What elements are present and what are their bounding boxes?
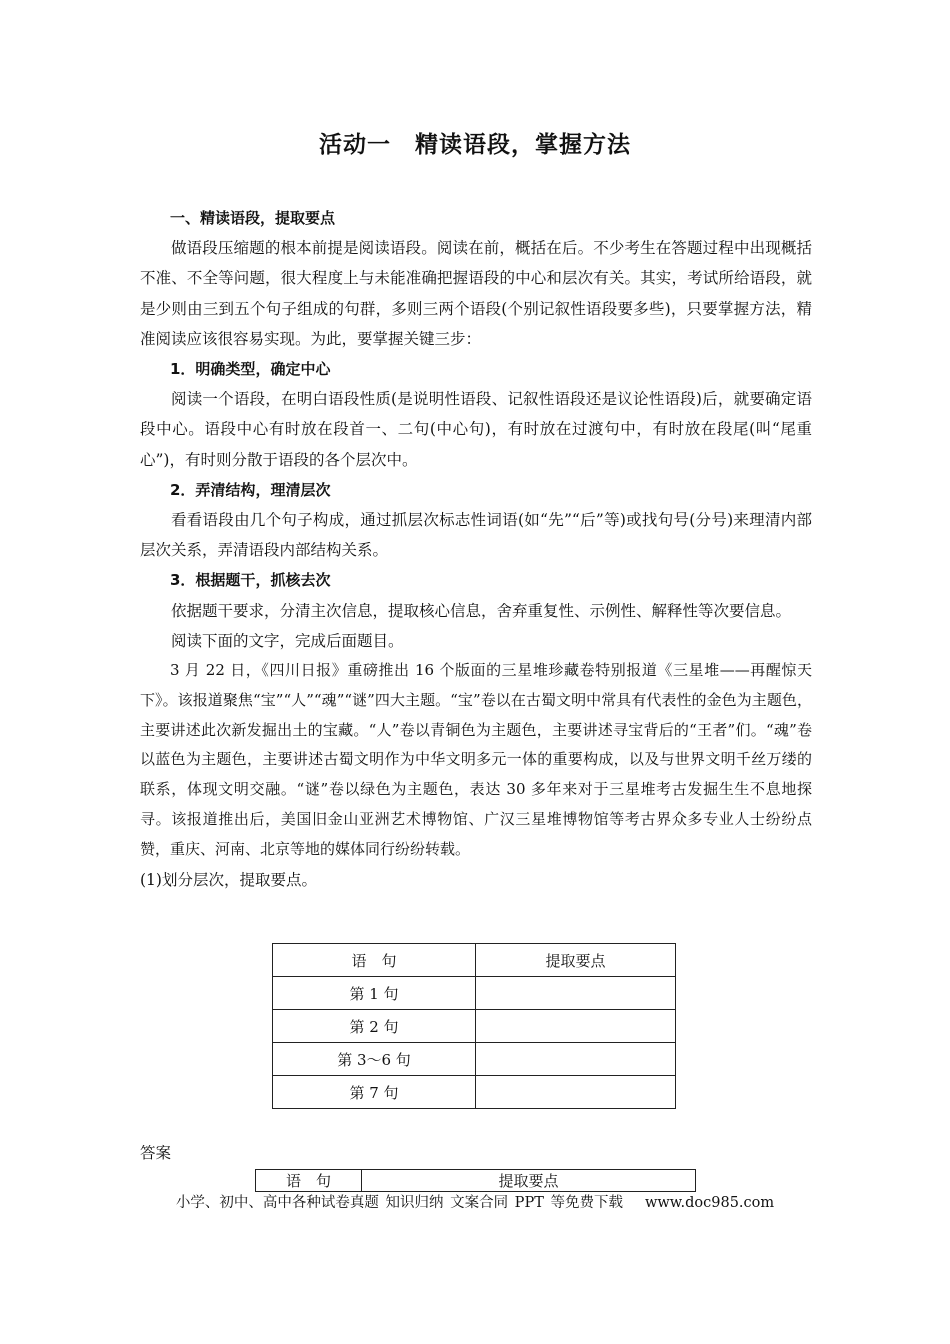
table-header-row xyxy=(273,944,676,977)
intro-paragraph: 做语段压缩题的根本前提是阅读语段。阅读在前，概括在后。不少考生在答题过程中出现概括不准、不全等问题，很大程度上与未能准确把握语段的中心和层次有关。其实，考试所给语段，就是少则由三到五个句子组成的句群，多则三两个语段(个别记叙性语段要多些)，只要掌握方法，精准阅读应该很容易实现。为此，要掌握关键三步： xyxy=(140,239,812,348)
question-table xyxy=(272,943,676,1109)
footer-url[interactable]: www.doc985.com xyxy=(644,1195,775,1211)
page-footer xyxy=(0,1191,950,1212)
table-header-cell: 语 句 xyxy=(273,944,476,977)
table-cell xyxy=(476,1076,676,1109)
step1-heading: 1．明确类型，确定中心 xyxy=(170,360,331,379)
answer-label: 答案 xyxy=(140,1144,172,1162)
main-content xyxy=(140,203,812,895)
step1-paragraph: 阅读一个语段，在明白语段性质(是说明性语段、记叙性语段还是议论性语段)后，就要确定语段中心。语段中心有时放在段首一、二句(中心句)，有时放在过渡句中，有时放在段尾(叫“尾重心”)，有时则分散于语段的各个层次中。 xyxy=(140,390,812,469)
table-cell xyxy=(476,977,676,1010)
footer-text: 小学、初中、高中各种试卷真题 知识归纳 文案合同 PPT 等免费下载 xyxy=(175,1195,623,1211)
table-cell: 第 2 句 xyxy=(273,1010,476,1043)
instruction-paragraph: 阅读下面的文字，完成后面题目。 xyxy=(171,631,404,650)
step3-heading: 3．根据题干，抓核去次 xyxy=(170,571,331,590)
answer-header-row xyxy=(256,1170,696,1192)
question-text: (1)划分层次，提取要点。 xyxy=(140,870,317,889)
table-row xyxy=(273,1076,676,1109)
reading-passage: 3 月 22 日，《四川日报》重磅推出 16 个版面的三星堆珍藏卷特别报道《三星堆——再醒惊天下》。该报道聚焦“宝”“人”“魂”“谜”四大主题。“宝”卷以在古蜀文明中常具有代表性的金色为主题色，主要讲述此次新发掘出土的宝藏。“人”卷以青铜色为主题色，主要讲述寻宝背后的“王者”们。“魂”卷以蓝色为主题色，主要讲述古蜀文明作为中华文明多元一体的重要构成，以及与世界文明千丝万缕的联系，体现文明交融。“谜”卷以绿色为主题色，表达 30 多年来对于三星堆考古发掘生生不息地探寻。该报道推出后，美国旧金山亚洲艺术博物馆、广汉三星堆博物馆等考古界众多专业人士纷纷点赞，重庆、河南、北京等地的媒体同行纷纷转载。 xyxy=(140,661,812,858)
table-cell: 第 7 句 xyxy=(273,1076,476,1109)
table-row xyxy=(273,1043,676,1076)
answer-header-cell: 语 句 xyxy=(256,1170,362,1192)
step2-paragraph: 看看语段由几个句子构成，通过抓层次标志性词语(如“先”“后”等)或找句号(分号)来理清内部层次关系，弄清语段内部结构关系。 xyxy=(140,511,812,560)
step3-paragraph: 依据题干要求，分清主次信息，提取核心信息，舍弃重复性、示例性、解释性等次要信息。 xyxy=(171,601,792,620)
step2-heading: 2．弄清结构，理清层次 xyxy=(170,480,331,499)
table-cell: 第 1 句 xyxy=(273,977,476,1010)
table-cell xyxy=(476,1010,676,1043)
answer-table xyxy=(255,1169,696,1192)
table-cell xyxy=(476,1043,676,1076)
table-row xyxy=(273,977,676,1010)
table-row xyxy=(273,1010,676,1043)
table-cell: 第 3～6 句 xyxy=(273,1043,476,1076)
answer-header-cell: 提取要点 xyxy=(362,1170,696,1192)
section-heading: 一、精读语段，提取要点 xyxy=(170,209,336,227)
table-header-cell: 提取要点 xyxy=(476,944,676,977)
page-title: 活动一 精读语段，掌握方法 xyxy=(319,132,631,158)
